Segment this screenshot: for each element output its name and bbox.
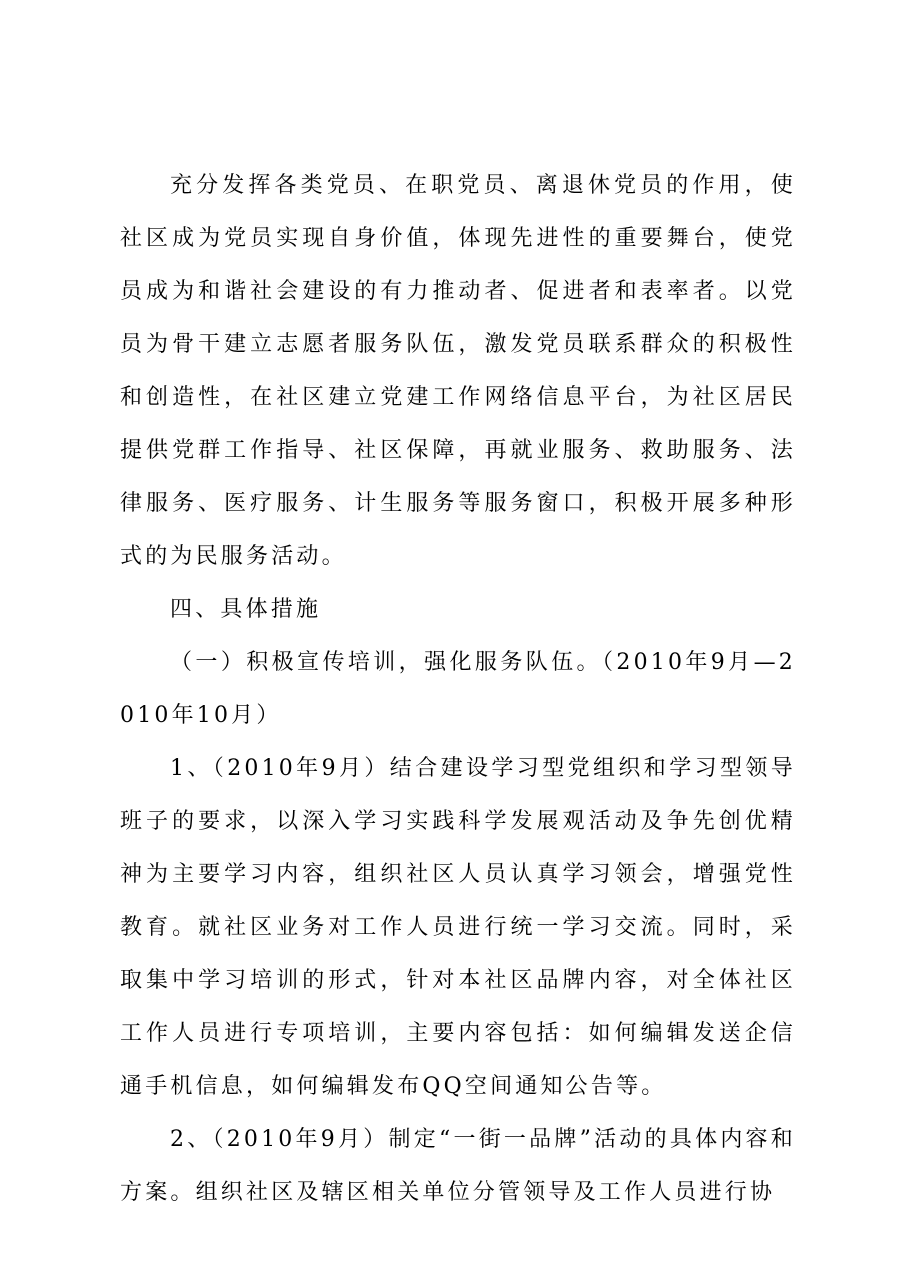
paragraph-item-2: 2、（2010年9月）制定“一街一品牌”活动的具体内容和方案。组织社区及辖区相关单位分管领导及工作人员进行协 <box>120 1127 796 1205</box>
document-page <box>120 159 796 1219</box>
paragraph-item-1: 1、（2010年9月）结合建设学习型党组织和学习型领导班子的要求，以深入学习实践科学发展观活动及争先创优精神为主要学习内容，组织社区人员认真学习领会，增强党性教育。就社区业务对工作人员进行统一学习交流。同时，采取集中学习培训的形式，针对本社区品牌内容，对全体社区工作人员进行专项培训，主要内容包括：如何编辑发送企信通手机信息，如何编辑发布QQ空间通知公告等。 <box>120 756 796 1099</box>
paragraph-party-members-role: 充分发挥各类党员、在职党员、离退休党员的作用，使社区成为党员实现自身价值，体现先进性的重要舞台，使党员成为和谐社会建设的有力推动者、促进者和表率者。以党员为骨干建立志愿者服务队伍，激发党员联系群众的积极性和创造性，在社区建立党建工作网络信息平台，为社区居民提供党群工作指导、社区保障，再就业服务、救助服务、法律服务、医疗服务、计生服务等服务窗口，积极开展多种形式的为民服务活动。 <box>120 173 796 569</box>
subsection-heading-training: （一）积极宣传培训，强化服务队伍。（2010年9月—2010年10月） <box>120 650 796 728</box>
section-heading-specific-measures: 四、具体措施 <box>170 597 322 622</box>
